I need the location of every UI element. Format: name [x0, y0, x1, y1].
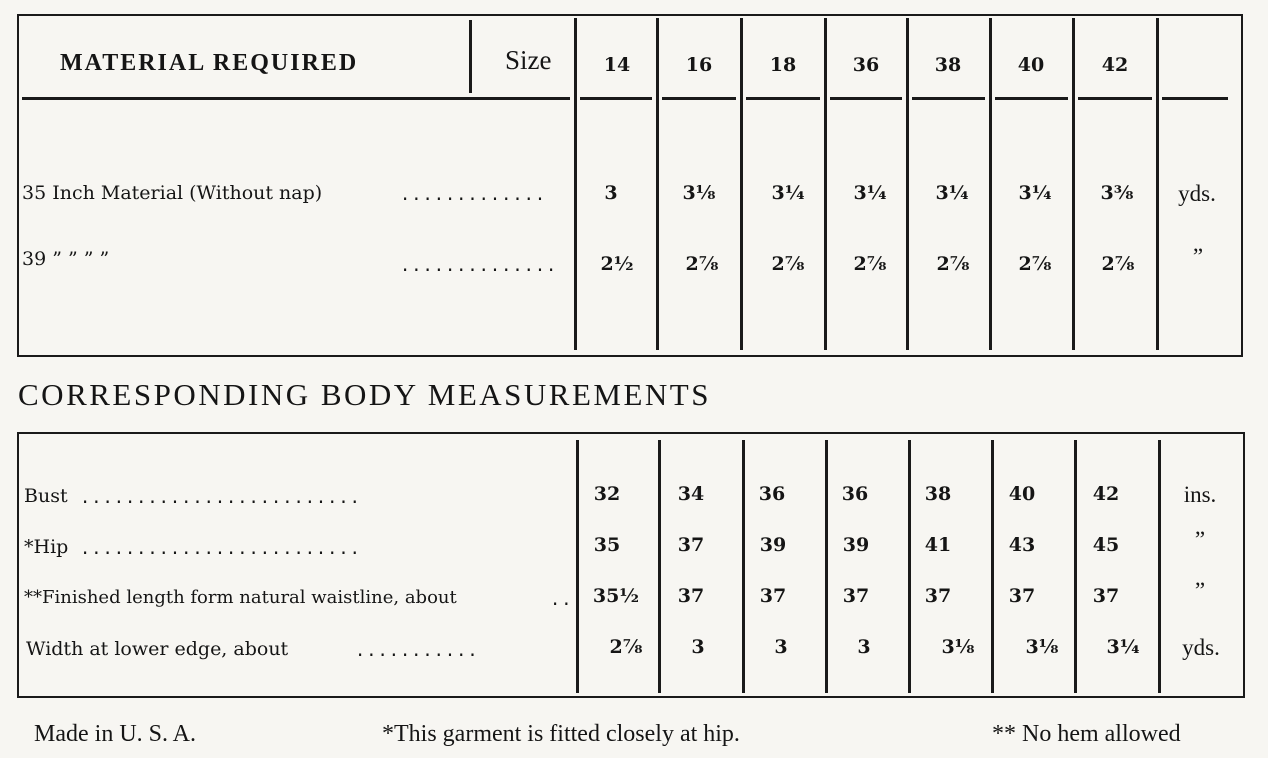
material-value: 2⅞ — [936, 253, 970, 275]
material-value: 3 — [604, 182, 618, 204]
header-rule — [746, 97, 820, 100]
material-value: 2⅞ — [685, 253, 719, 275]
material-value: 3⅜ — [1100, 182, 1134, 204]
size-header-38: 38 — [934, 54, 962, 76]
measurement-label-hip: *Hip — [24, 536, 69, 558]
measurement-value: 3⅛ — [1025, 636, 1059, 658]
measurement-value: 3¼ — [1106, 636, 1140, 658]
material-row-label: 35 Inch Material (Without nap) — [22, 182, 323, 204]
header-rule — [1078, 97, 1152, 100]
measurement-value: 38 — [924, 483, 952, 505]
no-hem-note: ** No hem allowed — [992, 721, 1181, 747]
size-header-36: 36 — [852, 54, 880, 76]
material-value: 2⅞ — [1101, 253, 1135, 275]
leader-dots: ............. — [400, 185, 547, 205]
material-required-title: MATERIAL REQUIRED — [60, 50, 359, 76]
measurement-value: 37 — [1008, 585, 1036, 607]
measurement-value: 37 — [677, 585, 705, 607]
header-rule — [1162, 97, 1228, 100]
material-value: 3¼ — [1018, 182, 1052, 204]
measurement-label-finished-length: **Finished length form natural waistline, about — [24, 587, 457, 608]
unit-label: yds. — [1182, 635, 1220, 660]
header-rule — [995, 97, 1068, 100]
measurement-value: 37 — [924, 585, 952, 607]
leader-dots: ......................... — [80, 539, 361, 559]
header-rule — [580, 97, 652, 100]
measurement-value: 2⅞ — [609, 636, 643, 658]
measurement-value: 3 — [857, 636, 871, 658]
material-value: 2⅞ — [1018, 253, 1052, 275]
measurement-label-width-lower-edge: Width at lower edge, about — [26, 638, 289, 660]
material-value: 3¼ — [935, 182, 969, 204]
measurement-value: 43 — [1008, 534, 1036, 556]
measurement-value: 3 — [691, 636, 705, 658]
size-label: Size — [505, 45, 552, 75]
measurement-value: 34 — [677, 483, 705, 505]
column-divider — [576, 440, 579, 693]
measurement-value: 35 — [593, 534, 621, 556]
measurement-value: 35½ — [592, 585, 640, 607]
material-value: 2⅞ — [853, 253, 887, 275]
hip-fit-note: *This garment is fitted closely at hip. — [382, 721, 740, 747]
measurement-value: 37 — [1092, 585, 1120, 607]
measurement-value: 45 — [1092, 534, 1120, 556]
measurement-value: 41 — [924, 534, 952, 556]
leader-dots: .. — [550, 590, 573, 610]
measurement-value: 37 — [677, 534, 705, 556]
header-rule — [912, 97, 985, 100]
size-header-42: 42 — [1101, 54, 1129, 76]
leader-dots: ......................... — [80, 488, 361, 508]
measurement-value: 3 — [774, 636, 788, 658]
column-divider — [469, 20, 472, 93]
measurement-value: 37 — [842, 585, 870, 607]
measurement-value: 36 — [841, 483, 869, 505]
measurement-value: 3⅛ — [941, 636, 975, 658]
material-value: 3¼ — [853, 182, 887, 204]
leader-dots: ........... — [355, 641, 479, 661]
unit-label: ” — [1194, 527, 1206, 552]
header-rule — [830, 97, 902, 100]
measurement-value: 42 — [1092, 483, 1120, 505]
material-value: 2½ — [600, 253, 634, 275]
measurement-value: 36 — [758, 483, 786, 505]
measurement-value: 40 — [1008, 483, 1036, 505]
header-rule — [662, 97, 736, 100]
size-header-18: 18 — [769, 54, 797, 76]
size-header-16: 16 — [685, 54, 713, 76]
material-value: 3¼ — [771, 182, 805, 204]
material-row-label: 39 ” ” ” ” — [22, 248, 110, 270]
material-value: 3⅛ — [682, 182, 716, 204]
made-in-usa: Made in U. S. A. — [34, 721, 196, 747]
measurement-label-bust: Bust — [24, 485, 68, 507]
size-header-40: 40 — [1017, 54, 1045, 76]
body-measurements-title: CORRESPONDING BODY MEASUREMENTS — [18, 377, 711, 412]
unit-label: ” — [1194, 578, 1206, 603]
size-header-14: 14 — [603, 54, 631, 76]
measurement-value: 32 — [593, 483, 621, 505]
material-value: 2⅞ — [771, 253, 805, 275]
measurement-value: 39 — [842, 534, 870, 556]
header-rule — [22, 97, 570, 100]
measurement-value: 37 — [759, 585, 787, 607]
unit-label: ins. — [1183, 482, 1217, 507]
column-divider — [908, 440, 911, 693]
leader-dots: .............. — [400, 256, 558, 276]
measurement-value: 39 — [759, 534, 787, 556]
unit-label: yds. — [1178, 181, 1216, 206]
unit-label: ” — [1192, 244, 1204, 269]
